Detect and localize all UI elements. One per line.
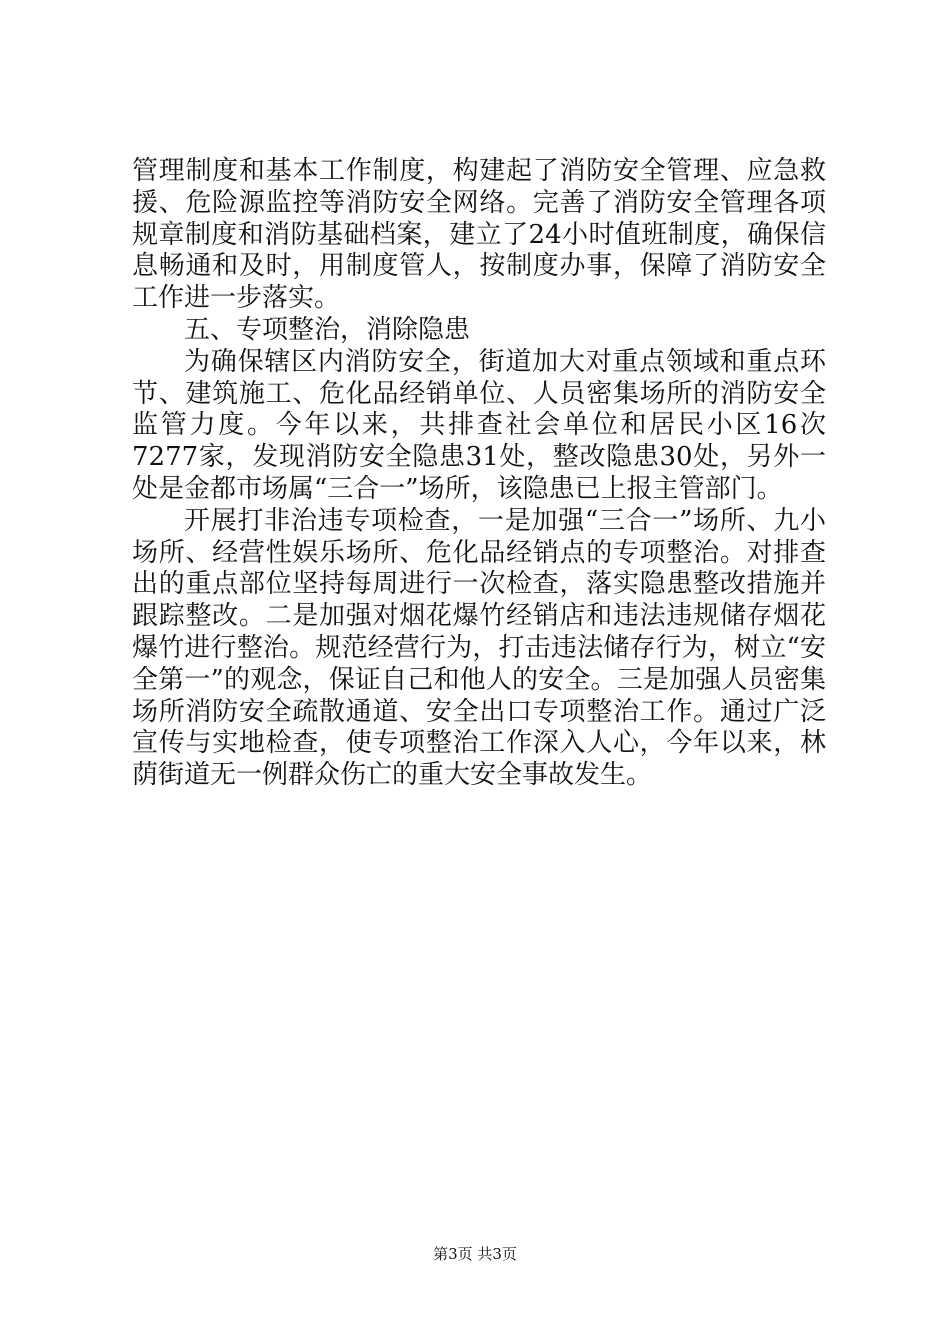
document-body	[132, 156, 826, 792]
section-heading: 五、专项整治，消除隐患	[184, 314, 471, 345]
paragraph-special-rectification: 开展打非治违专项检查，一是加强“三合一”场所、九小场所、经营性娱乐场所、危化品经销点的专项整治。对排查出的重点部位坚持每周进行一次检查，落实隐患整改措施并跟踪整改。二是加强对烟花爆竹经销店和违法违规储存烟花爆竹进行整治。规范经营行为，打击违法储存行为，树立“安全第一”的观念，保证自己和他人的安全。三是加强人员密集场所消防安全疏散通道、安全出口专项整治工作。通过广泛宣传与实地检查，使专项整治工作深入人心，今年以来，林荫街道无一例群众伤亡的重大安全事故发生。	[132, 505, 826, 791]
paragraph-continuation: 管理制度和基本工作制度，构建起了消防安全管理、应急救援、危险源监控等消防安全网络。完善了消防安全管理各项规章制度和消防基础档案，建立了24小时值班制度，确保信息畅通和及时，用制度管人，按制度办事，保障了消防安全工作进一步落实。	[132, 156, 826, 314]
page-footer	[0, 1244, 950, 1264]
page-number-label: 第3页 共3页	[433, 1245, 517, 1263]
paragraph-inspection-results: 为确保辖区内消防安全，街道加大对重点领域和重点环节、建筑施工、危化品经销单位、人员密集场所的消防安全监管力度。今年以来，共排查社会单位和居民小区16次7277家，发现消防安全隐患31处，整改隐患30处，另外一处是金都市场属“三合一”场所，该隐患已上报主管部门。	[132, 346, 826, 504]
